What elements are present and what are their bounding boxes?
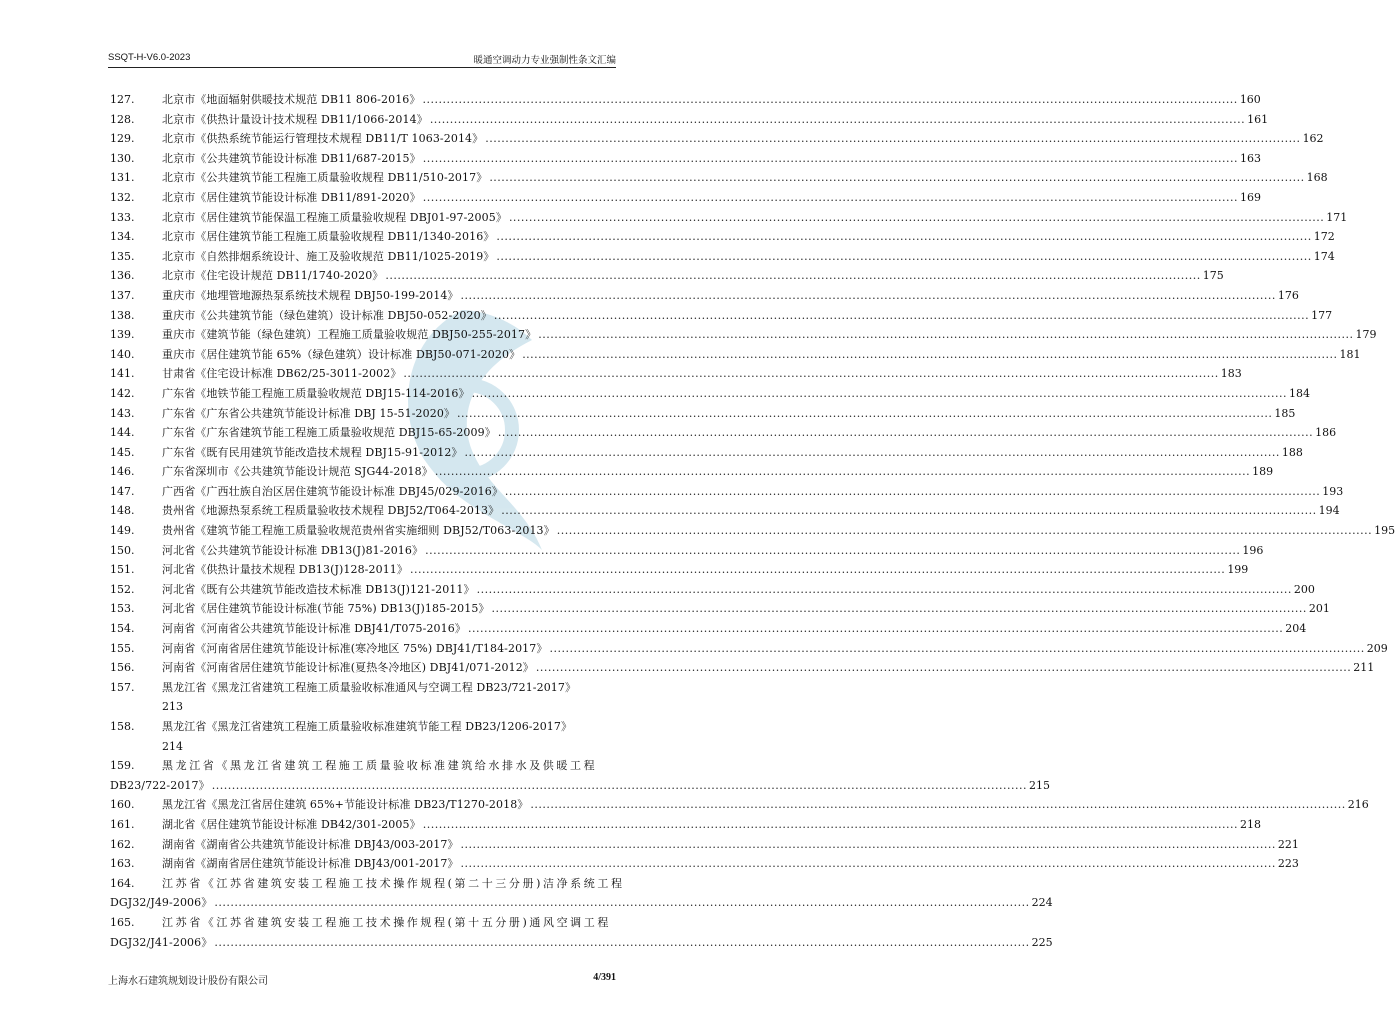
entry-number: 133. <box>110 210 135 224</box>
leader-dots <box>485 129 1300 149</box>
leader-dots <box>430 110 1245 130</box>
toc-entry[interactable] <box>110 266 1224 286</box>
leader-dots <box>461 854 1276 874</box>
toc-entry[interactable] <box>110 541 1264 561</box>
entry-title-continued: DB23/722-2017》 <box>110 778 210 792</box>
toc-entry[interactable] <box>110 482 1344 502</box>
toc-entry[interactable] <box>110 815 1262 835</box>
entry-number: 157. <box>110 680 135 694</box>
toc-entry[interactable] <box>110 619 1307 639</box>
leader-dots <box>472 384 1287 404</box>
entry-title: 北京市《居住建筑节能设计标准 DB11/891-2020》 <box>162 190 421 204</box>
entry-number: 165. <box>110 915 135 929</box>
entry-title: 河北省《供热计量技术规程 DB13(J)128-2011》 <box>162 563 408 577</box>
entry-title: 河北省《居住建筑节能设计标准(节能 75%) DB13(J)185-2015》 <box>162 602 490 616</box>
entry-page: 181 <box>1339 347 1361 361</box>
toc-entry[interactable] <box>110 580 1315 600</box>
toc-entry[interactable] <box>110 306 1333 326</box>
entry-number: 135. <box>110 249 135 263</box>
toc-entry[interactable] <box>110 795 1369 815</box>
entry-title: 广东省《地铁节能工程施工质量验收规范 DBJ15-114-2016》 <box>162 386 470 400</box>
leader-dots <box>477 580 1292 600</box>
toc-entry[interactable] <box>110 90 1261 110</box>
entry-page: 209 <box>1366 641 1388 655</box>
entry-page: 199 <box>1227 563 1249 577</box>
leader-dots <box>461 835 1276 855</box>
toc-entry[interactable] <box>110 443 1303 463</box>
entry-title: 北京市《居住建筑节能保温工程施工质量验收规程 DBJ01-97-2005》 <box>162 210 507 224</box>
document-code: SSQT-H-V6.0-2023 <box>108 52 191 63</box>
entry-page: 161 <box>1247 112 1269 126</box>
leader-dots <box>549 639 1364 659</box>
entry-number: 137. <box>110 288 135 302</box>
leader-dots <box>501 501 1316 521</box>
entry-page: 195 <box>1374 524 1395 538</box>
leader-dots <box>496 227 1311 247</box>
entry-number: 158. <box>110 720 135 733</box>
toc-entry[interactable] <box>110 756 1051 795</box>
entry-number: 164. <box>110 876 135 890</box>
entry-page: 179 <box>1355 328 1377 342</box>
leader-dots <box>212 776 1027 796</box>
leader-dots <box>461 286 1276 306</box>
entry-title: 黑龙江省《黑龙江省居住建筑 65%+节能设计标准 DB23/T1270-2018》 <box>162 798 529 812</box>
entry-title: 湖南省《湖南省居住建筑节能设计标准 DBJ43/001-2017》 <box>162 857 459 871</box>
entry-page: 204 <box>1285 622 1307 636</box>
entry-page: 184 <box>1288 386 1310 400</box>
toc-entry[interactable] <box>110 227 1335 247</box>
entry-title: 北京市《供热系统节能运行管理技术规程 DB11/T 1063-2014》 <box>162 132 484 146</box>
entry-number: 163. <box>110 857 135 871</box>
entry-title: 黑龙江省《黑龙江省建筑工程施工质量验收标准建筑给水排水及供暖工程 <box>162 759 598 773</box>
leader-dots <box>214 933 1029 953</box>
leader-dots <box>410 560 1225 580</box>
toc-entry[interactable] <box>110 423 1337 443</box>
entry-page: 216 <box>1347 798 1369 812</box>
entry-title: 广东省《广东省建筑节能工程施工质量验收规范 DBJ15-65-2009》 <box>162 426 496 440</box>
entry-title: 北京市《地面辐射供暖技术规范 DB11 806-2016》 <box>162 93 421 106</box>
entry-page: 196 <box>1242 543 1264 557</box>
entry-number: 139. <box>110 328 135 342</box>
toc-entry[interactable] <box>110 854 1299 874</box>
entry-number: 153. <box>110 602 135 616</box>
entry-page: 211 <box>1353 661 1375 675</box>
leader-dots <box>494 306 1309 326</box>
toc-entry[interactable] <box>110 168 1328 188</box>
leader-dots <box>489 168 1304 188</box>
entry-title: 黑龙江省《黑龙江省建筑工程施工质量验收标准通风与空调工程 DB23/721-2017》 <box>162 680 577 694</box>
leader-dots <box>457 404 1272 424</box>
entry-number: 146. <box>110 465 135 479</box>
entry-number: 147. <box>110 484 135 498</box>
entry-number: 162. <box>110 837 135 851</box>
leader-dots <box>538 325 1353 345</box>
entry-title: 河南省《河南省居住建筑节能设计标准(夏热冬冷地区) DBJ41/071-2012》 <box>162 661 534 675</box>
entry-title: 广西省《广西壮族自治区居住建筑节能设计标准 DBJ45/029-2016》 <box>162 484 503 498</box>
toc-entry[interactable] <box>110 501 1340 521</box>
toc-entry[interactable] <box>110 345 1361 365</box>
table-of-contents <box>110 90 1395 952</box>
entry-title: 河北省《既有公共建筑节能改造技术标准 DB13(J)121-2011》 <box>162 582 475 596</box>
toc-entry[interactable] <box>110 188 1262 208</box>
entry-title-continued: DGJ32/J41-2006》 <box>110 935 213 949</box>
entry-number: 141. <box>110 367 135 381</box>
entry-number: 136. <box>110 269 135 283</box>
entry-number: 159. <box>110 759 135 773</box>
toc-entry[interactable] <box>110 678 616 717</box>
leader-dots <box>403 364 1218 384</box>
leader-dots <box>423 188 1238 208</box>
entry-number: 142. <box>110 386 135 400</box>
leader-dots <box>214 893 1029 913</box>
entry-title: 河南省《河南省居住建筑节能设计标准(寒冷地区 75%) DBJ41/T184-2017》 <box>162 641 548 655</box>
toc-entry[interactable] <box>110 658 1375 678</box>
entry-number: 143. <box>110 406 135 420</box>
toc-entry[interactable] <box>110 717 616 756</box>
entry-number: 144. <box>110 426 135 440</box>
entry-title: 江苏省《江苏省建筑安装工程施工技术操作规程(第二十三分册)洁净系统工程 <box>162 876 625 890</box>
entry-number: 145. <box>110 445 135 459</box>
leader-dots <box>536 658 1351 678</box>
toc-entry[interactable] <box>110 208 1348 228</box>
toc-entry[interactable] <box>110 874 1053 913</box>
page-footer <box>108 972 616 986</box>
entry-page: 193 <box>1322 484 1344 498</box>
toc-entry[interactable] <box>110 247 1335 267</box>
entry-title: 甘肃省《住宅设计标准 DB62/25-3011-2002》 <box>162 367 402 381</box>
entry-number: 152. <box>110 582 135 596</box>
entry-number: 151. <box>110 563 135 577</box>
entry-page: 189 <box>1252 465 1274 479</box>
entry-page: 185 <box>1274 406 1296 420</box>
entry-number: 156. <box>110 661 135 675</box>
toc-entry[interactable] <box>110 110 1269 130</box>
entry-number: 131. <box>110 171 135 185</box>
entry-page: 215 <box>1029 778 1051 792</box>
entry-page: 201 <box>1308 602 1330 616</box>
leader-dots <box>423 149 1238 169</box>
entry-title: 广东省《广东省公共建筑节能设计标准 DBJ 15-51-2020》 <box>162 406 456 420</box>
entry-title: 河南省《河南省公共建筑节能设计标准 DBJ41/T075-2016》 <box>162 622 466 636</box>
entry-number: 132. <box>110 190 135 204</box>
entry-page: 218 <box>1240 817 1262 831</box>
toc-entry[interactable] <box>110 462 1274 482</box>
entry-page: 160 <box>1239 93 1261 106</box>
leader-dots <box>505 482 1320 502</box>
leader-dots <box>423 90 1238 110</box>
entry-number: 160. <box>110 798 135 812</box>
toc-entry[interactable] <box>110 364 1242 384</box>
toc-entry[interactable] <box>110 325 1377 345</box>
entry-number: 130. <box>110 151 135 165</box>
entry-title: 河北省《公共建筑节能设计标准 DB13(J)81-2016》 <box>162 543 424 557</box>
entry-number: 127. <box>110 93 135 106</box>
page-number: 4/391 <box>593 972 616 983</box>
entry-number: 129. <box>110 132 135 146</box>
entry-title: 北京市《公共建筑节能工程施工质量验收规程 DB11/510-2017》 <box>162 171 488 185</box>
entry-page: 214 <box>162 739 183 753</box>
entry-number: 138. <box>110 308 135 322</box>
leader-dots <box>509 208 1324 228</box>
toc-entry[interactable] <box>110 599 1330 619</box>
entry-page: 200 <box>1293 582 1315 596</box>
toc-entry[interactable] <box>110 286 1299 306</box>
entry-title: 重庆市《居住建筑节能 65%（绿色建筑）设计标准 DBJ50-071-2020》 <box>162 347 521 361</box>
entry-page: 186 <box>1315 426 1337 440</box>
leader-dots <box>423 815 1238 835</box>
leader-dots <box>522 345 1337 365</box>
entry-number: 134. <box>110 230 135 244</box>
entry-title: 重庆市《建筑节能（绿色建筑）工程施工质量验收规范 DBJ50-255-2017》 <box>162 328 537 342</box>
entry-page: 174 <box>1313 249 1335 263</box>
entry-page: 213 <box>162 700 183 714</box>
entry-page: 168 <box>1306 171 1328 185</box>
entry-page: 171 <box>1326 210 1348 224</box>
entry-title: 广东省深圳市《公共建筑节能设计规范 SJG44-2018》 <box>162 465 433 479</box>
entry-title: 贵州省《建筑节能工程施工质量验收规范贵州省实施细则 DBJ52/T063-2013》 <box>162 524 555 538</box>
leader-dots <box>465 443 1280 463</box>
entry-page: 169 <box>1240 190 1262 204</box>
toc-entry[interactable] <box>110 149 1262 169</box>
entry-page: 177 <box>1311 308 1333 322</box>
entry-number: 140. <box>110 347 135 361</box>
entry-title: 北京市《供热计量设计技术规程 DB11/1066-2014》 <box>162 112 428 126</box>
entry-page: 194 <box>1318 504 1340 518</box>
leader-dots <box>557 521 1372 541</box>
entry-title: 北京市《住宅设计规范 DB11/1740-2020》 <box>162 269 384 283</box>
entry-number: 128. <box>110 112 135 126</box>
page-header <box>108 50 616 68</box>
entry-page: 172 <box>1313 230 1335 244</box>
toc-entry[interactable] <box>110 404 1296 424</box>
toc-entry[interactable] <box>110 560 1249 580</box>
entry-title-continued: DGJ32/J49-2006》 <box>110 896 213 910</box>
toc-entry[interactable] <box>110 129 1324 149</box>
entry-page: 176 <box>1277 288 1299 302</box>
entry-page: 175 <box>1202 269 1224 283</box>
entry-page: 221 <box>1277 837 1299 851</box>
leader-dots <box>425 541 1240 561</box>
entry-page: 188 <box>1281 445 1303 459</box>
entry-number: 161. <box>110 817 135 831</box>
leader-dots <box>492 599 1307 619</box>
entry-title: 北京市《居住建筑节能工程施工质量验收规程 DB11/1340-2016》 <box>162 230 495 244</box>
entry-title: 贵州省《地源热泵系统工程质量验收技术规程 DBJ52/T064-2013》 <box>162 504 500 518</box>
entry-title: 北京市《公共建筑节能设计标准 DB11/687-2015》 <box>162 151 421 165</box>
entry-page: 223 <box>1277 857 1299 871</box>
entry-title: 北京市《自然排烟系统设计、施工及验收规范 DB11/1025-2019》 <box>162 249 495 263</box>
company-name: 上海水石建筑规划设计股份有限公司 <box>108 976 268 987</box>
leader-dots <box>530 795 1345 815</box>
toc-entry[interactable] <box>110 913 1053 952</box>
entry-title: 黑龙江省《黑龙江省建筑工程施工质量验收标准建筑节能工程 DB23/1206-2017》 <box>162 720 573 733</box>
leader-dots <box>385 266 1200 286</box>
entry-number: 149. <box>110 524 135 538</box>
document-title: 暖通空调动力专业强制性条文汇编 <box>473 55 616 66</box>
toc-entry[interactable] <box>110 835 1299 855</box>
leader-dots <box>496 247 1311 267</box>
entry-number: 150. <box>110 543 135 557</box>
entry-title: 重庆市《公共建筑节能（绿色建筑）设计标准 DBJ50-052-2020》 <box>162 308 492 322</box>
entry-title: 江苏省《江苏省建筑安装工程施工技术操作规程(第十五分册)通风空调工程 <box>162 915 611 929</box>
entry-page: 224 <box>1031 896 1053 910</box>
leader-dots <box>468 619 1283 639</box>
leader-dots <box>498 423 1313 443</box>
entry-page: 225 <box>1031 935 1053 949</box>
entry-number: 148. <box>110 504 135 518</box>
entry-page: 163 <box>1240 151 1262 165</box>
entry-number: 154. <box>110 622 135 636</box>
entry-page: 162 <box>1302 132 1324 146</box>
toc-entry[interactable] <box>110 384 1310 404</box>
toc-entry[interactable] <box>110 639 1388 659</box>
toc-entry[interactable] <box>110 521 1395 541</box>
leader-dots <box>435 462 1250 482</box>
entry-number: 155. <box>110 641 135 655</box>
entry-title: 重庆市《地埋管地源热泵系统技术规程 DBJ50-199-2014》 <box>162 288 459 302</box>
entry-title: 广东省《既有民用建筑节能改造技术规程 DBJ15-91-2012》 <box>162 445 463 459</box>
entry-page: 183 <box>1220 367 1242 381</box>
entry-title: 湖北省《居住建筑节能设计标准 DB42/301-2005》 <box>162 817 421 831</box>
entry-title: 湖南省《湖南省公共建筑节能设计标准 DBJ43/003-2017》 <box>162 837 459 851</box>
